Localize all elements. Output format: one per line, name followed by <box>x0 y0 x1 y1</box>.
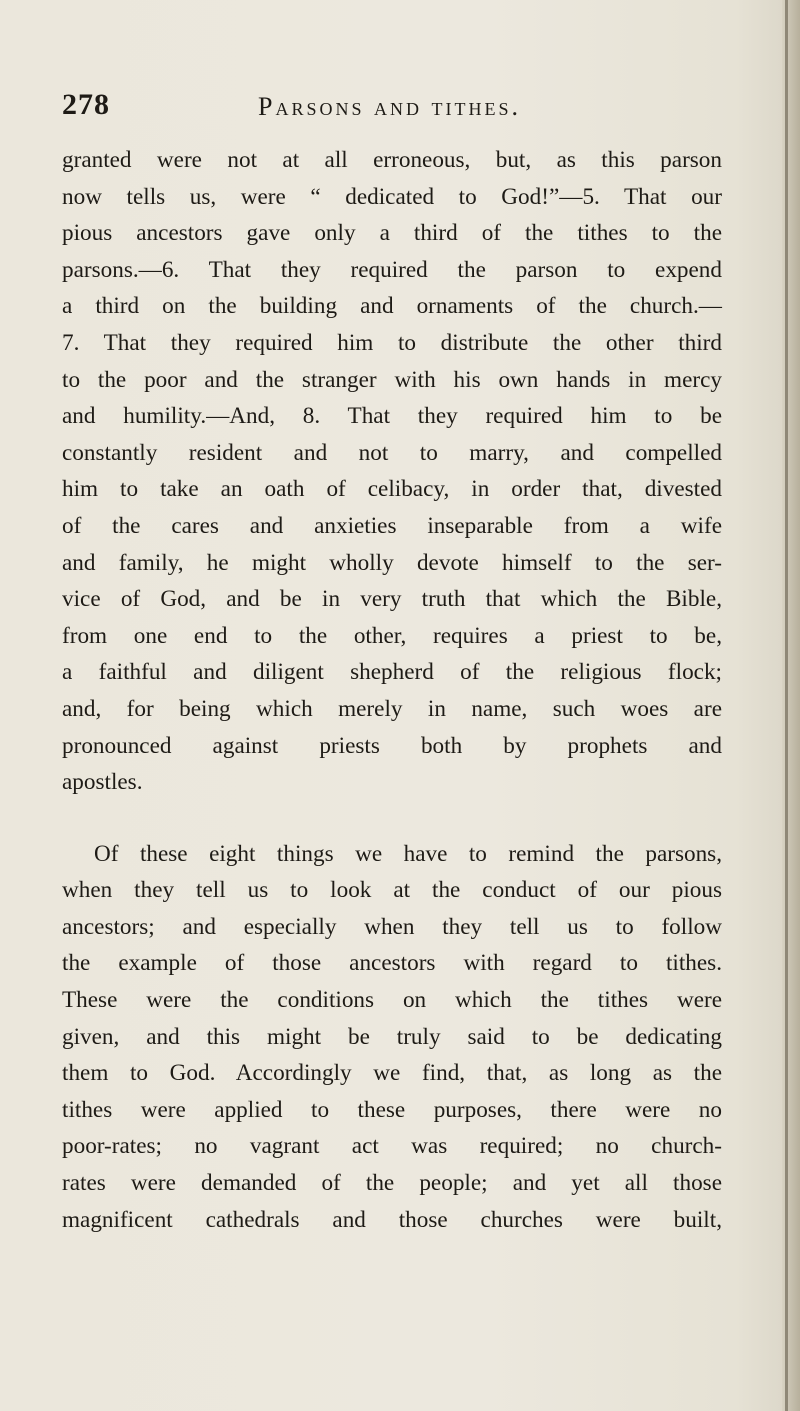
text-line: them to God. Accordingly we find, that, as long as the <box>62 1060 722 1087</box>
text-line: a faithful and diligent shepherd of the religious flock; <box>62 659 722 686</box>
text-line: of the cares and anxieties inseparable from a wife <box>62 512 722 539</box>
page-number: 278 <box>62 88 110 121</box>
text-line: pronounced against priests both by prophets and <box>62 732 722 759</box>
text-line: These were the conditions on which the tithes were <box>62 987 722 1014</box>
paragraph-1 <box>62 142 722 801</box>
text-line: to the poor and the stranger with his own hands in mercy <box>62 366 722 393</box>
text-line: magnificent cathedrals and those churches were built, <box>62 1206 722 1233</box>
text-line: pious ancestors gave only a third of the tithes to the <box>62 220 722 247</box>
text-line: 7. That they required him to distribute the other third <box>62 329 722 356</box>
text-line: ancestors; and especially when they tell us to follow <box>62 913 722 940</box>
text-line: Of these eight things we have to remind the parsons, <box>94 840 722 867</box>
paragraph-2 <box>62 836 722 1239</box>
text-line: now tells us, were “ dedicated to God!”—5. That our <box>62 183 722 210</box>
text-line: poor-rates; no vagrant act was required; no church- <box>62 1133 722 1160</box>
text-line: him to take an oath of celibacy, in order that, divested <box>62 476 722 503</box>
text-line: parsons.—6. That they required the parson to expend <box>62 256 722 283</box>
text-line: and, for being which merely in name, such woes are <box>62 695 722 722</box>
binding-shadow <box>785 0 788 1411</box>
text-line: vice of God, and be in very truth that which the Bible, <box>62 586 722 613</box>
text-line: a third on the building and ornaments of the church.— <box>62 293 722 320</box>
text-line: tithes were applied to these purposes, there were no <box>62 1096 722 1123</box>
body-text <box>62 142 722 1238</box>
text-line: constantly resident and not to marry, and compelled <box>62 439 722 466</box>
page-header <box>62 88 622 128</box>
text-line: rates were demanded of the people; and yet all those <box>62 1170 722 1197</box>
text-line: apostles. <box>62 769 143 796</box>
text-line: and humility.—And, 8. That they required him to be <box>62 403 722 430</box>
text-line: the example of those ancestors with regard to tithes. <box>62 950 722 977</box>
paragraph-gap <box>62 801 722 836</box>
running-head: Parsons and tithes. <box>258 92 521 121</box>
text-line: granted were not at all erroneous, but, as this parson <box>62 147 722 173</box>
text-line: and family, he might wholly devote himself to the ser- <box>62 549 722 576</box>
text-line: from one end to the other, requires a priest to be, <box>62 622 722 649</box>
text-line: when they tell us to look at the conduct of our pious <box>62 877 722 904</box>
text-line: given, and this might be truly said to be dedicating <box>62 1023 722 1050</box>
